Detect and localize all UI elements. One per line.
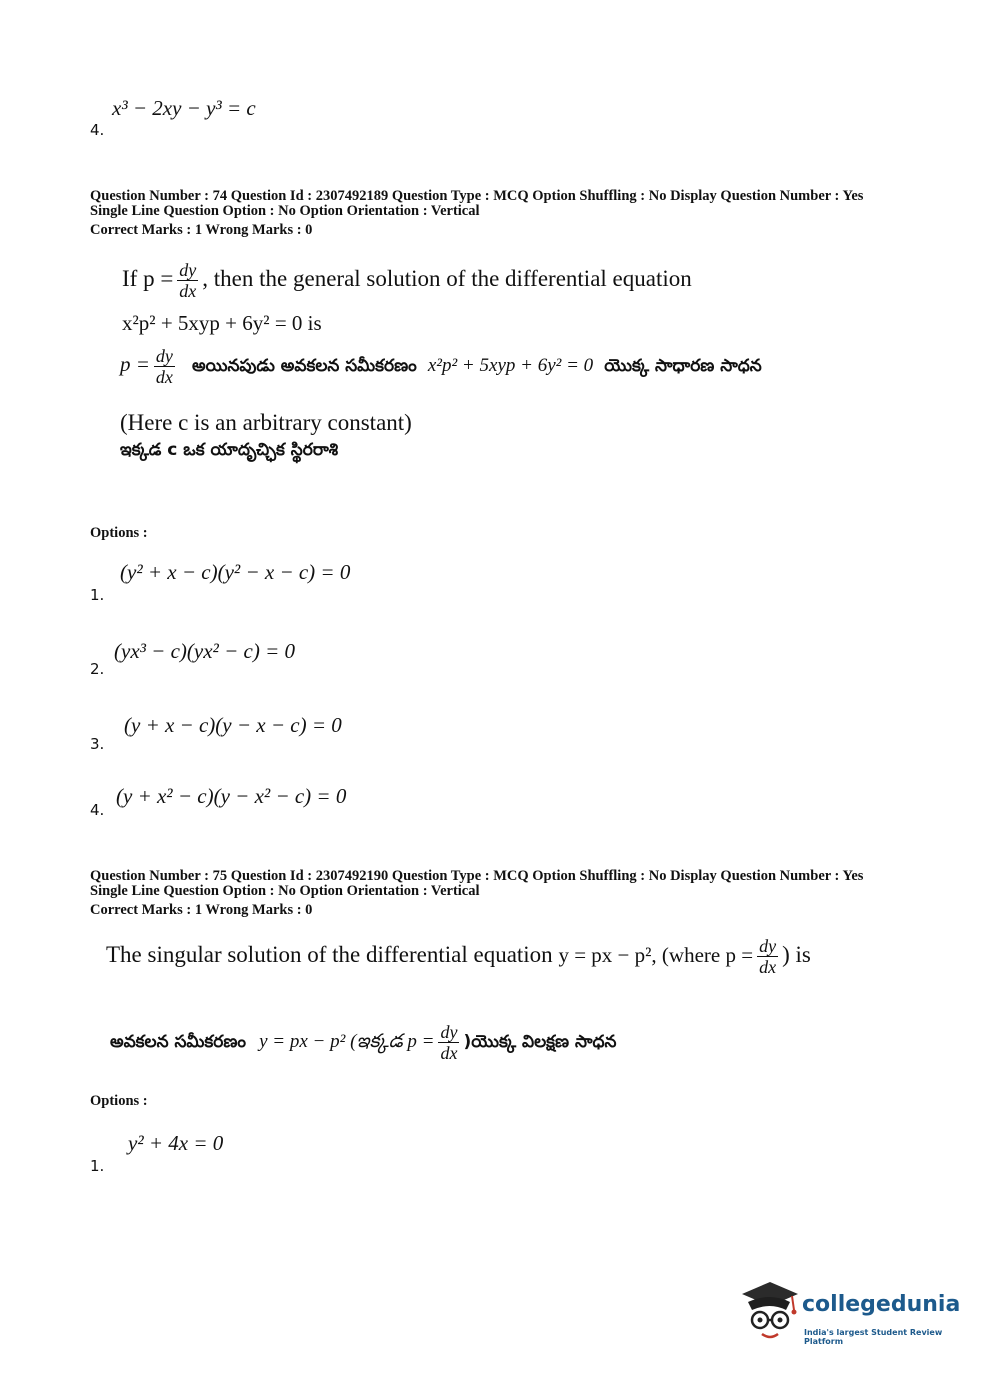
q74-option-3-expr: (y + x − c)(y − x − c) = 0 [124,713,342,737]
q75-options-label: Options : [90,1093,148,1109]
q74-option-2-number: 2. [90,660,105,678]
q75-telugu-text2: )యొక్క విలక్షణ సాధన [463,1032,617,1052]
fraction-numerator: dy [759,936,777,956]
fraction-denominator: dx [155,367,173,387]
q74-if-text: If p = [122,265,174,291]
fraction-numerator: dy [179,260,197,280]
prev-option-4-expr: x³ − 2xy − y³ = c [112,96,256,120]
q74-telugu-p: p = [120,352,150,376]
fraction-numerator: dy [440,1022,458,1042]
q75-option-1-number: 1. [90,1157,105,1175]
q74-telugu-text2: యొక్క సాధారణ సాధన [604,356,762,376]
q74-meta-line3: Correct Marks : 1 Wrong Marks : 0 [90,222,313,238]
q75-telugu-text1: అవకలన సమీకరణం [110,1032,247,1052]
q74-telugu-equation: x²p² + 5xyp + 6y² = 0 [427,355,594,376]
q74-option-1-expr: (y² + x − c)(y² − x − c) = 0 [120,560,351,584]
prev-option-4-number: 4. [90,121,105,139]
q75-english-text: The singular solution of the differential equation [106,941,553,967]
q74-telugu-text1: అయినపుడు అవకలన సమీకరణం [192,356,417,376]
q74-option-1-number: 1. [90,586,105,604]
q75-telugu-line [110,1022,616,1063]
fraction-numerator: dy [155,346,173,366]
q75-meta-line1: Question Number : 75 Question Id : 2307492190 Question Type : MCQ Option Shuffling : No Display Question Number : Yes [90,868,864,884]
q75-meta-line3: Correct Marks : 1 Wrong Marks : 0 [90,902,313,918]
q74-option-3-number: 3. [90,735,105,753]
q74-here-telugu: ఇక్కడ c ఒక యాదృచ్ఛిక స్థిరరాశి [120,440,339,460]
fraction-denominator: dx [179,281,197,301]
q75-english-line [106,936,811,977]
q74-english-equation: x²p² + 5xyp + 6y² = 0 is [122,311,322,335]
q74-option-4-number: 4. [90,801,105,819]
q74-telugu-fraction [154,346,175,387]
q74-dy-dx-fraction [177,260,198,301]
logo-tagline: India's largest Student Review Platform [804,1328,943,1346]
q75-telugu-equation: y = px − p² (ఇక్కడ p = [259,1031,435,1052]
q75-dy-dx-fraction [757,936,778,977]
q74-option-2-expr: (yx³ − c)(yx² − c) = 0 [114,639,296,663]
collegedunia-logo [740,1280,975,1350]
q74-telugu-line [120,346,762,387]
logo-wordmark: collegedunia [802,1292,961,1317]
fraction-denominator: dx [759,957,777,977]
q74-english-rest: , then the general solution of the differential equation [202,265,692,291]
q75-option-1-expr: y² + 4x = 0 [128,1131,224,1155]
q74-meta-line2: Single Line Question Option : No Option Orientation : Vertical [90,203,480,219]
q74-english-line1 [122,260,692,301]
q74-option-4-expr: (y + x² − c)(y − x² − c) = 0 [116,784,347,808]
q74-options-label: Options : [90,525,148,541]
q74-meta-line1: Question Number : 74 Question Id : 2307492189 Question Type : MCQ Option Shuffling : No Display Question Number : Yes [90,188,864,204]
q75-english-close: ) is [782,941,811,967]
q75-meta-line2: Single Line Question Option : No Option Orientation : Vertical [90,883,480,899]
q75-english-equation: y = px − p², (where p = [558,942,754,967]
fraction-denominator: dx [440,1043,458,1063]
q75-telugu-fraction [438,1022,459,1063]
student-mascot-icon [740,1280,800,1346]
q74-here-english: (Here c is an arbitrary constant) [120,410,412,435]
